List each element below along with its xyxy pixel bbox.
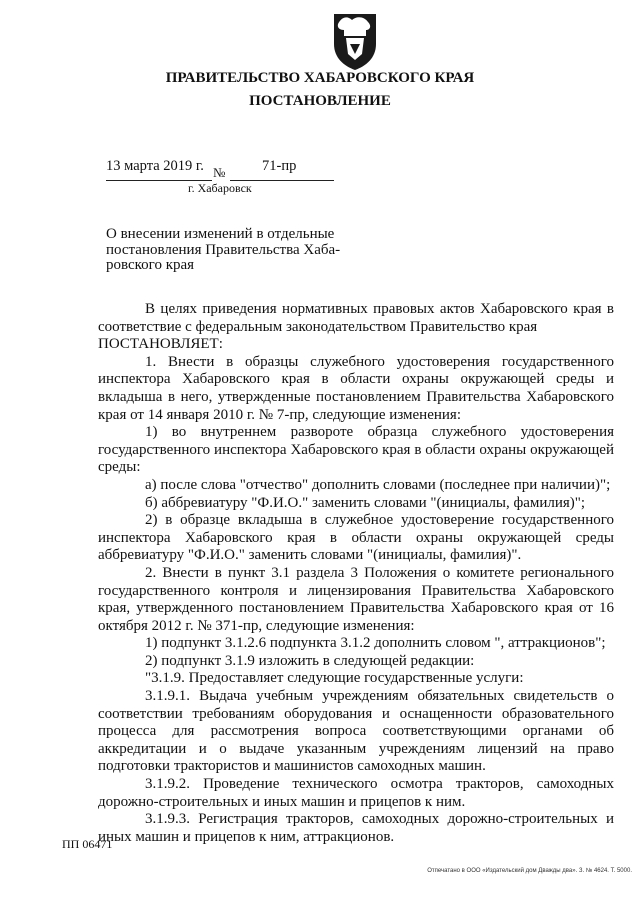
item-2-2-paragraph: 2) подпункт 3.1.9 изложить в следующей редакции: [145, 652, 475, 669]
resolves-heading: ПОСТАНОВЛЯЕТ: [98, 336, 223, 353]
document-city: г. Хабаровск [188, 181, 252, 195]
document-number: 71-пр [262, 158, 297, 174]
document-body [98, 301, 614, 846]
clause-3-1-9-2-paragraph: 3.1.9.2. Проведение технического осмотра тракторов, самоходных дорожно-строительных и иных машин и прицепов к ним. [98, 776, 614, 810]
coat-of-arms-emblem [328, 8, 382, 72]
clause-3-1-9-paragraph: "3.1.9. Предоставляет следующие государственные услуги: [145, 670, 524, 687]
item-1-1-paragraph: 1) во внутреннем развороте образца служебного удостоверения государственного инспектора Хабаровского края в области охраны окружающей среды: [98, 424, 614, 476]
printing-imprint: Отпечатано в ООО «Издательский дом Дважды два». З. № 4624. Т. 5000. [427, 868, 632, 874]
document-subject: О внесении изменений в отдельные постановления Правительства Хаба-ровского края [106, 226, 341, 273]
preamble-paragraph: В целях приведения нормативных правовых актов Хабаровского края в соответствие с федеральным законодательством Правительство края [98, 301, 614, 335]
item-1-1-b-paragraph: б) аббревиатуру "Ф.И.О." заменить словами "(инициалы, фамилия)"; [145, 494, 586, 511]
item-2-paragraph: 2. Внести в пункт 3.1 раздела 3 Положения о комитете регионального государственного контроля и лицензирования Правительства Хабаровского края, утвержденного постановлением Правительства Хабаровского края от 16 октября 2012 г. № 371-пр, следующие изменения: [98, 564, 614, 634]
item-1-paragraph: 1. Внести в образцы служебного удостоверения государственного инспектора Хабаровского края в области охраны окружающей среды и вкладыша в него, утвержденные постановлением Правительства Хабаровского края от 14 января 2010 г. № 7-пр, следующие изменения: [98, 353, 614, 423]
document-code: ПП 06471 [62, 837, 113, 851]
item-2-1-paragraph: 1) подпункт 3.1.2.6 подпункта 3.1.2 дополнить словом ", аттракционов"; [145, 635, 606, 652]
clause-3-1-9-3-paragraph: 3.1.9.3. Регистрация тракторов, самоходных дорожно-строительных и иных машин и прицепов к ним, аттракционов. [98, 811, 614, 845]
item-1-2-paragraph: 2) в образце вкладыша в служебное удостоверение государственного инспектора Хабаровского края в области охраны окружающей среды аббревиатуру "Ф.И.О." заменить словами "(инициалы, фамилия)". [98, 512, 614, 564]
item-1-1-a-paragraph: а) после слова "отчество" дополнить словами (последнее при наличии)"; [145, 476, 611, 493]
clause-3-1-9-1-paragraph: 3.1.9.1. Выдача учебным учреждениям обязательных свидетельств о соответствии требованиям оборудования и оснащенности образовательного процесса для рассмотрения вопроса соответствующими органами об аккредитации и о выдаче указанным учреждениям лицензий на право подготовки трактористов и машинистов самоходных машин. [98, 688, 614, 775]
document-type: ПОСТАНОВЛЕНИЕ [249, 93, 391, 109]
number-sign: № [213, 165, 226, 180]
government-name: ПРАВИТЕЛЬСТВО ХАБАРОВСКОГО КРАЯ [165, 70, 475, 86]
document-date: 13 марта 2019 г. [106, 158, 204, 174]
